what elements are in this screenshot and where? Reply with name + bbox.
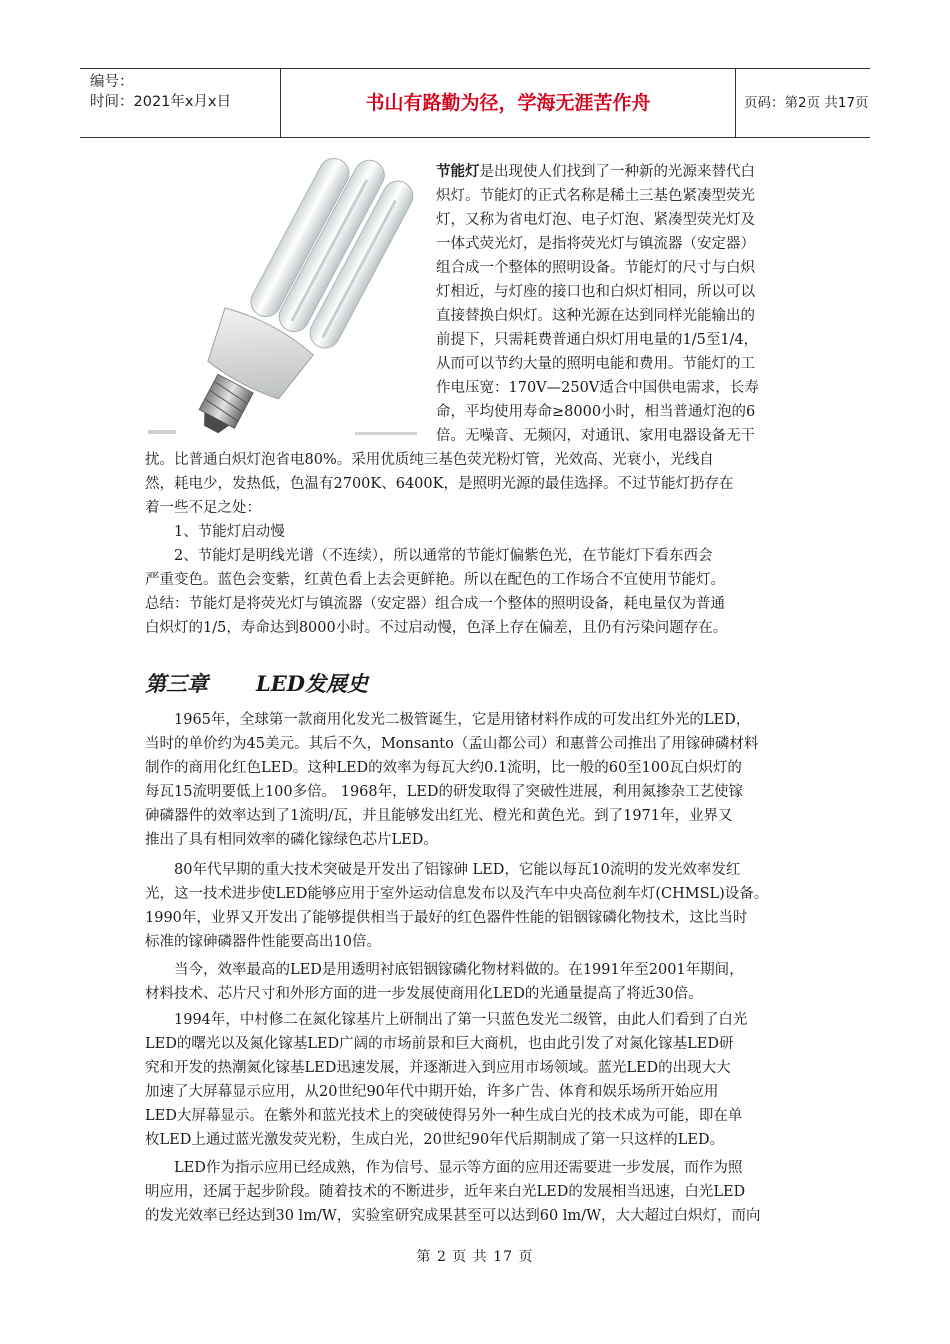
para-line: 80年代早期的重大技术突破是开发出了铝镓砷 LED，它能以每瓦10流明的发光效率发红: [174, 862, 741, 878]
header-date: 时间：2021年x月x日: [90, 94, 232, 110]
summary-line: 总结：节能灯是将荧光灯与镇流器（安定器）组合成一个整体的照明设备，耗电量仅为普通: [145, 596, 725, 612]
para-line: 1965年，全球第一款商用化发光二极管诞生，它是用锗材料作成的可发出红外光的LED，: [174, 712, 751, 728]
intro-full-line: 着一些不足之处：: [145, 500, 261, 516]
intro-line: 灯，又称为省电灯泡、电子灯泡、紧凑型荧光灯及: [436, 212, 755, 228]
para-line: 明应用，还属于起步阶段。随着技术的不断进步，近年来白光LED的发展相当迅速，白光LED: [145, 1184, 746, 1200]
summary-line: 白炽灯的1/5，寿命达到8000小时。不过启动慢，色泽上存在偏差，且仍有污染问题存在。: [145, 620, 728, 636]
intro-full-line: 扰。比普通白炽灯泡省电80%。采用优质纯三基色荧光粉灯管，光效高、光衰小，光线自: [145, 452, 714, 468]
intro-line: 从而可以节约大量的照明电能和费用。节能灯的工: [436, 356, 755, 372]
para-line: 材料技术、芯片尺寸和外形方面的进一步发展使商用化LED的光通量提高了将近30倍。: [145, 986, 703, 1002]
keyword-energy-saving-lamp: 节能灯: [436, 163, 480, 180]
chapter-title: LED发展史: [256, 671, 368, 696]
intro-line: 倍。无噪音、无频闪，对通讯、家用电器设备无干: [436, 428, 755, 444]
header-meta: [80, 69, 281, 137]
para-line: 枚LED上通过蓝光激发荧光粉，生成白光，20世纪90年代后期制成了第一只这样的LED。: [145, 1132, 725, 1148]
page-header: [80, 68, 870, 138]
drawback-item-2: 2、节能灯是明线光谱（不连续），所以通常的节能灯偏紫色光，在节能灯下看东西会: [174, 548, 713, 564]
chapter-number: 第三章: [145, 671, 208, 696]
para-line: 当今，效率最高的LED是用透明衬底铝铟镓磷化物材料做的。在1991年至2001年期间，: [174, 962, 744, 978]
para-line: 当时的单价约为45美元。其后不久，Monsanto（孟山都公司）和惠普公司推出了用镓砷磷材料: [145, 736, 759, 752]
intro-line: 前提下，只需耗费普通白炽灯用电量的1/5至1/4，: [436, 332, 759, 348]
para-line: 加速了大屏幕显示应用，从20世纪90年代中期开始，许多广告、体育和娱乐场所开始应用: [145, 1084, 719, 1100]
intro-full-line: 然，耗电少，发热低，色温有2700K、6400K，是照明光源的最佳选择。不过节能灯扔存在: [145, 476, 734, 492]
para-line: LED的曙光以及氮化镓基LED广阔的市场前景和巨大商机，也由此引发了对氮化镓基LED研: [145, 1036, 734, 1052]
header-page-number: 页码：第2页 共17页: [744, 95, 869, 111]
intro-line: 一体式荧光灯，是指将荧光灯与镇流器（安定器）: [436, 236, 755, 252]
para-line: 标准的镓砷磷器件性能要高出10倍。: [145, 934, 381, 950]
header-code: 编号：: [90, 74, 134, 90]
para-line: 制作的商用化红色LED。这种LED的效率为每瓦大约0.1流明，比一般的60至100瓦白炽灯的: [145, 760, 742, 776]
para-line: 的发光效率已经达到30 lm/W，实验室研究成果甚至可以达到60 lm/W，大大超过白炽灯，而向: [145, 1208, 761, 1224]
intro-line-1: 节能灯是出现使人们找到了一种新的光源来替代白: [436, 163, 755, 180]
para-line: LED作为指示应用已经成熟，作为信号、显示等方面的应用还需要进一步发展，而作为照: [174, 1160, 743, 1176]
intro-line: 命，平均使用寿命≥8000小时，相当普通灯泡的6: [436, 404, 756, 420]
para-line: 砷磷器件的效率达到了1流明/瓦，并且能够发出红光、橙光和黄色光。到了1971年，业界又: [145, 808, 733, 824]
para-line: 推出了具有相同效率的磷化镓绿色芯片LED。: [145, 832, 438, 848]
intro-line: 组合成一个整体的照明设备。节能灯的尺寸与白炽: [436, 260, 755, 276]
para-line: LED大屏幕显示。在紫外和蓝光技术上的突破使得另外一种生成白光的技术成为可能，即在单: [145, 1108, 743, 1124]
drawback-item-2-cont: 严重变色。蓝色会变紫，红黄色看上去会更鲜艳。所以在配色的工作场合不宜使用节能灯。: [145, 572, 725, 588]
para-line: 究和开发的热潮氮化镓基LED迅速发展，并逐渐进入到应用市场领域。蓝光LED的出现大大: [145, 1060, 731, 1076]
chapter-heading: [145, 668, 368, 698]
para-line: 每瓦15流明要低上100多倍。 1968年，LED的研发取得了突破性进展，利用氮掺杂工艺使镓: [145, 784, 743, 800]
intro-line: 炽灯。节能灯的正式名称是稀土三基色紧凑型荧光: [436, 188, 755, 204]
para-line: 1994年，中村修二在氮化镓基片上研制出了第一只蓝色发光二级管，由此人们看到了白光: [174, 1012, 748, 1028]
drawback-item-1: 1、节能灯启动慢: [174, 524, 285, 540]
page-footer: 第 2 页 共 17 页: [416, 1249, 534, 1265]
header-motto: 书山有路勤为径，学海无涯苦作舟: [281, 69, 736, 137]
intro-line: 灯相近，与灯座的接口也和白炽灯相同，所以可以: [436, 284, 755, 300]
para-line: 1990年，业界又开发出了能够提供相当于最好的红色器件性能的铝铟镓磷化物技术，这比当时: [145, 910, 748, 926]
intro-line: 作电压宽：170V—250V适合中国供电需求，长寿: [436, 380, 759, 396]
para-line: 光，这一技术进步使LED能够应用于室外运动信息发布以及汽车中央高位刹车灯(CHMSL)设备。: [145, 886, 769, 902]
energy-saving-bulb-image: [145, 158, 425, 448]
intro-line: 直接替换白炽灯。这种光源在达到同样光能输出的: [436, 308, 755, 324]
